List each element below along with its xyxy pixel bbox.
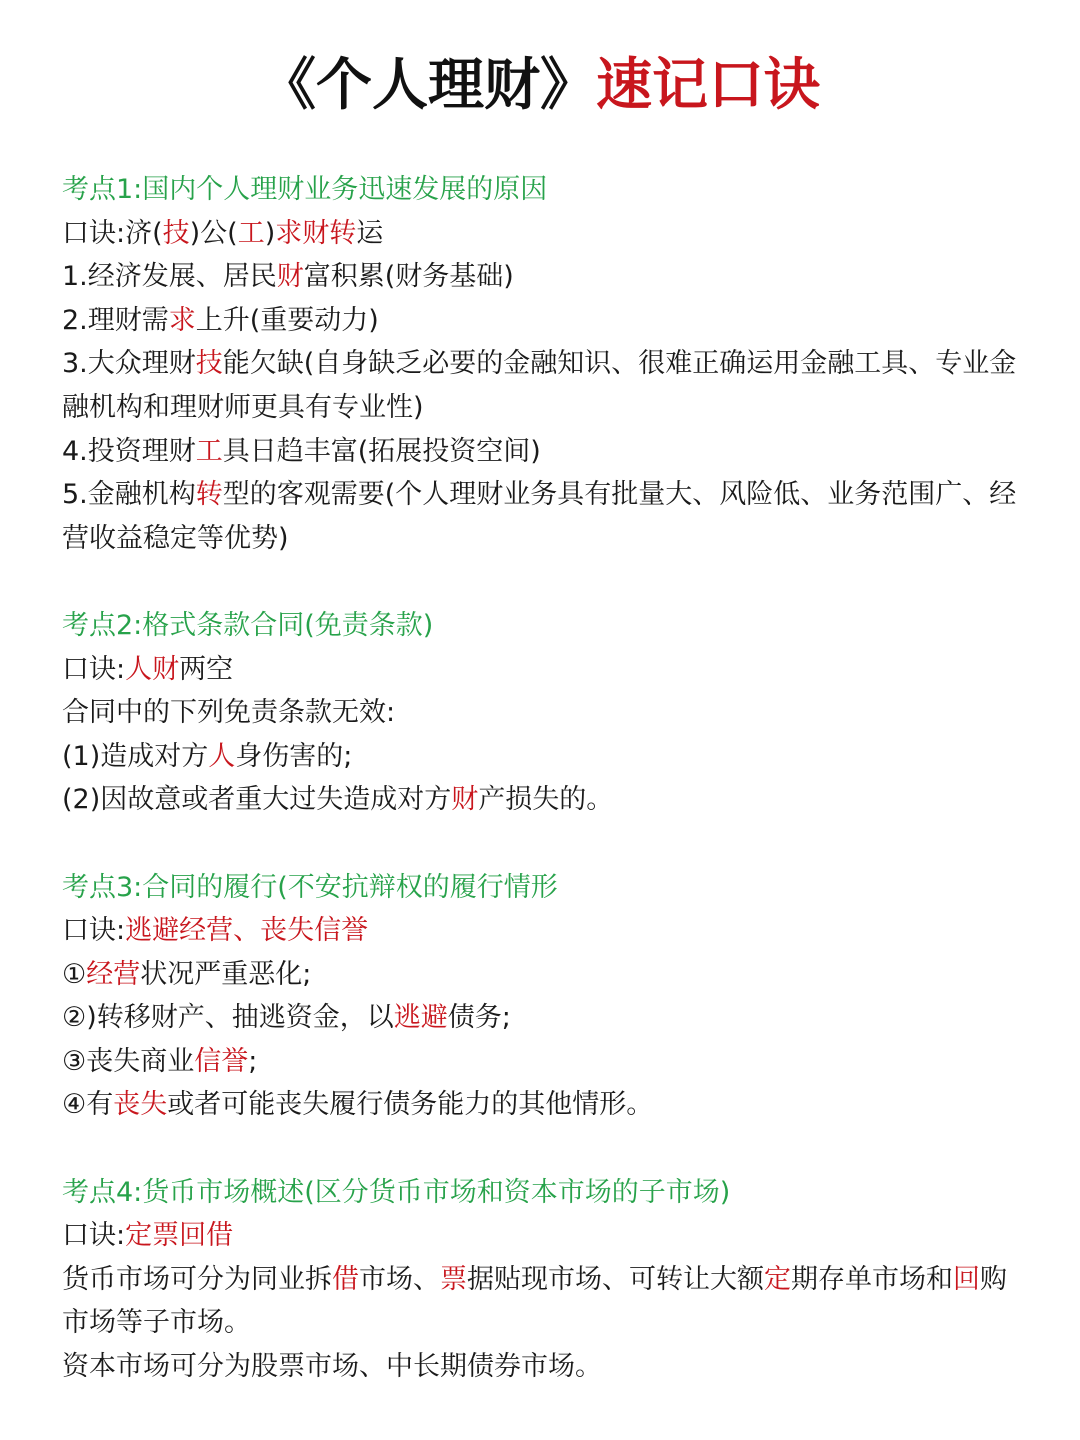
note-line	[62, 430, 1030, 474]
section-heading: 考点2:格式条款合同(免责条款)	[62, 609, 434, 641]
title-main: 《个人理财》	[260, 53, 596, 118]
mnemonic-line	[62, 909, 1030, 953]
mnemonic-line	[62, 1214, 1030, 1258]
section-spacer	[62, 1127, 1030, 1171]
note-line	[62, 299, 1030, 343]
text-segment: )	[264, 217, 276, 249]
text-segment: 合同中的下列免责条款无效:	[62, 697, 396, 729]
page-title	[0, 46, 1080, 126]
note-line	[62, 1083, 1030, 1127]
text-segment: ②)转移财产、抽逃资金，以	[62, 1002, 394, 1034]
note-line	[62, 1040, 1030, 1084]
text-segment: 资本市场可分为股票市场、中长期债券市场。	[62, 1351, 602, 1383]
text-segment: )公(	[189, 217, 238, 249]
text-segment: 债务;	[447, 1002, 511, 1034]
note-line	[62, 778, 1030, 822]
text-segment: 富积累(财务基础)	[303, 261, 514, 293]
text-segment: ;	[248, 1045, 258, 1077]
keyword-highlight: 人	[208, 740, 236, 772]
text-segment: ③丧失商业	[62, 1045, 195, 1077]
text-segment: 4.投资理财	[62, 435, 196, 467]
text-segment: 能欠缺(自身缺乏必要的金融知识、很难正确运用金融工具、专业金融机构和理财师更具有专业性)	[62, 348, 1017, 423]
keyword-highlight: 定票回借	[125, 1220, 234, 1252]
text-segment: 口诀:	[62, 653, 126, 685]
text-segment: ④有	[62, 1089, 114, 1121]
note-line	[62, 953, 1030, 997]
note-line	[62, 1258, 1030, 1345]
note-line	[62, 255, 1030, 299]
keyword-highlight: 技	[195, 348, 223, 380]
keyword-highlight: 求	[168, 304, 196, 336]
text-segment: 上升(重要动力)	[195, 304, 379, 336]
text-segment: 产损失的。	[478, 784, 614, 816]
text-segment: 3.大众理财	[62, 348, 196, 380]
keyword-highlight: 信誉	[194, 1045, 249, 1077]
text-segment: 2.理财需	[62, 304, 169, 336]
text-segment: 身伤害的;	[235, 740, 353, 772]
text-segment: 5.金融机构	[62, 479, 196, 511]
note-line	[62, 691, 1030, 735]
text-segment: 具日趋丰富(拓展投资空间)	[222, 435, 541, 467]
keyword-highlight: 回	[953, 1263, 980, 1295]
note-line	[62, 996, 1030, 1040]
keyword-highlight: 定	[764, 1263, 791, 1295]
text-segment: 期存单市场和	[791, 1263, 953, 1295]
keyword-highlight: 经营	[86, 958, 141, 990]
section-spacer	[62, 822, 1030, 866]
mnemonic-line	[62, 212, 1030, 256]
text-segment: 购市场等子市场。	[62, 1263, 1007, 1339]
note-line	[62, 473, 1030, 560]
section-spacer	[62, 560, 1030, 604]
text-segment: 型的客观需要(个人理财业务具有批量大、风险低、业务范围广、经营收益稳定等优势)	[62, 479, 1017, 554]
study-notes	[62, 168, 1030, 1389]
keyword-highlight: 借	[332, 1263, 359, 1295]
keyword-highlight: 技	[162, 217, 190, 249]
section-heading: 考点3:合同的履行(不安抗辩权的履行情形	[62, 871, 558, 903]
note-line	[62, 735, 1030, 779]
text-segment: 状况严重恶化;	[140, 958, 312, 990]
text-segment: 口诀:	[62, 1220, 126, 1252]
text-segment: 据贴现市场、可转让大额	[467, 1263, 764, 1295]
keyword-highlight: 转	[195, 479, 223, 511]
text-segment: (1)造成对方	[62, 740, 209, 772]
keyword-highlight: 逃避	[393, 1002, 448, 1034]
title-highlight: 速记口诀	[596, 53, 820, 118]
section-3	[62, 866, 1030, 1128]
section-2	[62, 604, 1030, 822]
text-segment: (2)因故意或者重大过失造成对方	[62, 784, 452, 816]
text-segment: 1.经济发展、居民	[62, 261, 277, 293]
keyword-highlight: 财	[451, 784, 479, 816]
text-segment: 市场、	[359, 1263, 440, 1295]
note-line	[62, 1345, 1030, 1389]
note-line	[62, 342, 1030, 429]
text-segment: 货币市场可分为同业拆	[62, 1263, 332, 1295]
text-segment: 或者可能丧失履行债务能力的其他情形。	[167, 1089, 654, 1121]
keyword-highlight: 工	[195, 435, 223, 467]
keyword-highlight: 求财转	[275, 217, 357, 249]
keyword-highlight: 票	[440, 1263, 467, 1295]
text-segment: 两空	[179, 653, 234, 685]
keyword-highlight: 逃避经营、丧失信誉	[125, 915, 369, 947]
keyword-highlight: 丧失	[113, 1089, 168, 1121]
keyword-highlight: 人财	[125, 653, 180, 685]
text-segment: ①	[62, 958, 87, 990]
keyword-highlight: 财	[276, 261, 304, 293]
section-1	[62, 168, 1030, 560]
section-heading: 考点1:国内个人理财业务迅速发展的原因	[62, 174, 548, 205]
section-heading: 考点4:货币市场概述(区分货币市场和资本市场的子市场)	[62, 1176, 731, 1208]
text-segment: 口诀:济(	[62, 217, 163, 249]
text-segment: 口诀:	[62, 915, 126, 947]
section-4	[62, 1171, 1030, 1389]
text-segment: 运	[356, 217, 384, 249]
keyword-highlight: 工	[237, 217, 265, 249]
mnemonic-line	[62, 648, 1030, 692]
